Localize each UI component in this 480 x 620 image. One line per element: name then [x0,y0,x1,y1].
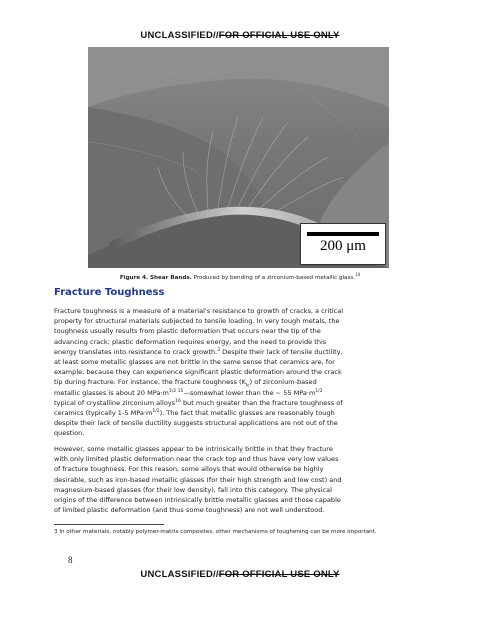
p2-line: desirable, such as iron-based metallic glasses (for their high strength and low cost) and [54,475,342,484]
scale-bar-box [300,223,386,265]
p1-line: example, because they can experience significant plastic deformation around the crack [54,368,342,377]
citation-ref[interactable]: 16 [175,398,181,404]
classification-text: UNCLASSIFIED// [140,30,219,41]
figure-caption-text: Produced by bending of a zirconium-based metallic glass. [193,274,356,281]
page-number: 8 [68,555,73,565]
p1-line: metallic glasses is about 20 MPa·m [54,388,169,397]
p2-line: with only limited plastic deformation near the crack top and thus have very low values [54,455,339,464]
scale-bar [307,232,379,236]
figure-caption-label: Figure 4. Shear Bands. [119,274,192,281]
scale-label: 200 μm [320,238,366,254]
paragraph-brittle-glasses [54,444,428,515]
figure-caption-ref: 14 [355,272,361,277]
p1-line: Despite their lack of tensile ductility, [220,347,343,356]
struck-caveat: FOR OFFICIAL USE ONLY [218,30,340,41]
p1-line: but much greater than the fracture toughness of [180,398,343,407]
exponent: 1/2 [152,408,160,414]
p2-line: magnesium-based glasses (for their low density), fall into this category. The physical [54,485,332,494]
kic-subscript: Ic [245,383,250,389]
classification-marking-top [0,30,480,41]
citation-ref[interactable]: 15 [176,388,184,394]
p2-line: of fracture toughness. For this reason, some alloys that would otherwise be highly [54,465,324,474]
footnote-divider [54,524,164,525]
figure-caption [0,272,480,281]
p1-line: energy translates into resistance to crack growth. [54,347,218,356]
p1-line: at least some metallic glasses are not brittle in the same sense that ceramics are, for [54,358,335,367]
p1-line: despite their lack of tensile ductility suggests structural applications are not out of the [54,419,338,428]
p2-line: However, some metallic glasses appear to be intrinsically brittle in that they fracture [54,445,333,453]
exponent: 1/2 [168,388,177,394]
struck-caveat: FOR OFFICIAL USE ONLY [218,569,340,580]
exponent: 1/2 [315,388,323,394]
p1-line: property for structural materials subjected to tensile loading. In very tough metals, the [54,317,340,326]
p1-line: —somewhat lower than the ~ 55 MPa·m [183,388,316,397]
p1-line: Fracture toughness is a measure of a material's resistance to growth of cracks, a critical [54,307,344,315]
classification-marking-bottom [0,569,480,580]
p1-line: typical of crystalline zirconium alloys [54,398,176,407]
sem-micrograph-figure [88,47,389,268]
p2-line: origins of the difference between intrinsically brittle metallic glasses and those capable [54,496,341,505]
p1-line: advancing crack; plastic deformation requires energy, and the need to provide this [54,337,327,346]
p1-line: ). The fact that metallic glasses are reasonably tough [159,409,335,418]
p2-line: of limited plastic deformation (and thus some toughness) are not well understood. [54,506,325,515]
section-heading: Fracture Toughness [54,287,165,298]
footnote-ref[interactable]: 3 [217,347,221,353]
p1-line: tip during fracture. For instance, the fracture toughness (K [54,378,246,387]
p1-line: ) of zirconium-based [249,378,317,387]
paragraph-fracture-toughness [54,306,428,439]
p1-line: question. [54,429,85,438]
p1-line: toughness usually results from plastic deformation that occurs near the tip of the [54,327,321,336]
footnote-text: 3 In other materials, notably polymer-matrix composites, other mechanisms of toughening can be more important. [54,529,377,535]
classification-text: UNCLASSIFIED// [140,569,219,580]
p1-line: ceramics (typically 1-5 MPa·m [54,409,153,418]
